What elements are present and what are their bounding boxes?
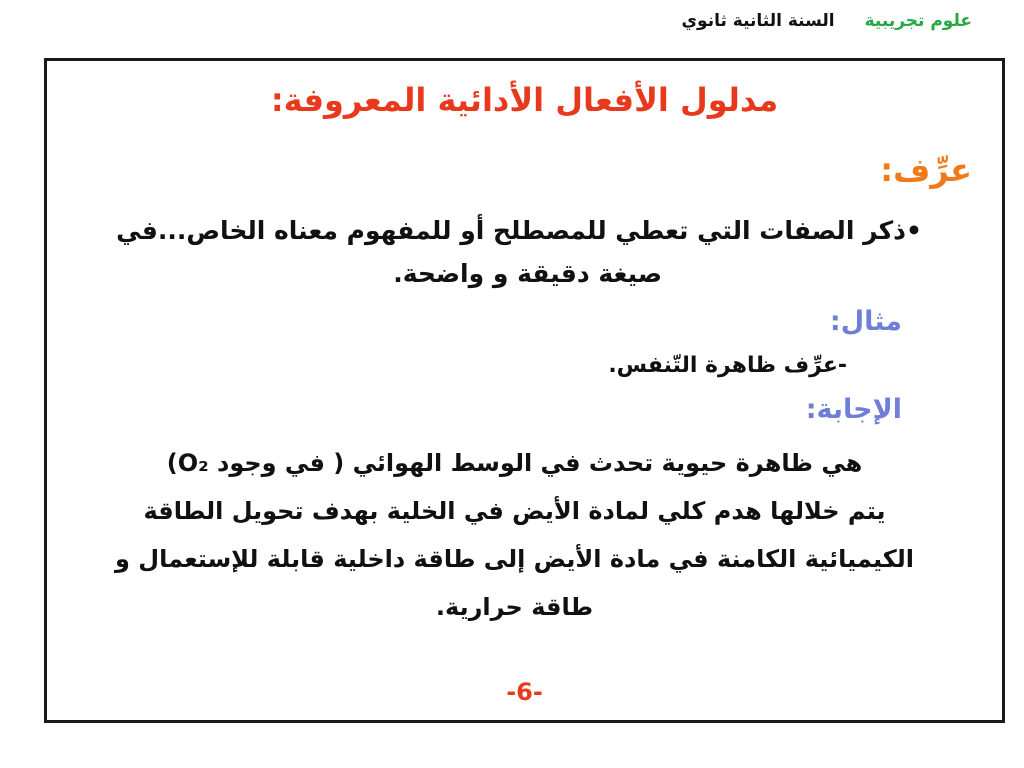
definition-text [72,209,922,295]
define-heading: عرِّف: [880,151,972,189]
content-frame [44,58,1005,723]
answer-heading: الإجابة: [805,394,902,425]
stream-label: علوم تجريبية [864,11,972,31]
page-number: -6- [506,678,543,706]
answer-line-4: طاقة حرارية. [435,593,594,621]
answer-line-3: الكيميائية الكامنة في مادة الأيض إلى طاقة داخلية قابلة للإستعمال و [115,545,914,573]
page-header [681,8,972,34]
definition-line-1: •ذكر الصفات التي تعطي للمصطلح أو للمفهوم معناه الخاص...في [116,216,922,245]
answer-line-2: يتم خلالها هدم كلي لمادة الأيض في الخلية بهدف تحويل الطاقة [143,497,886,525]
example-heading: مثال: [829,306,902,337]
answer-line-1: هي ظاهرة حيوية تحدث في الوسط الهوائي ( في وجود O₂) [166,449,863,477]
example-text: -عرِّف ظاهرة التّنفس. [608,353,847,378]
answer-text [67,439,962,631]
page-title: مدلول الأفعال الأدائية المعروفة: [270,81,779,119]
definition-line-2: صيغة دقيقة و واضحة. [393,259,662,288]
grade-label: السنة الثانية ثانوي [681,11,835,31]
